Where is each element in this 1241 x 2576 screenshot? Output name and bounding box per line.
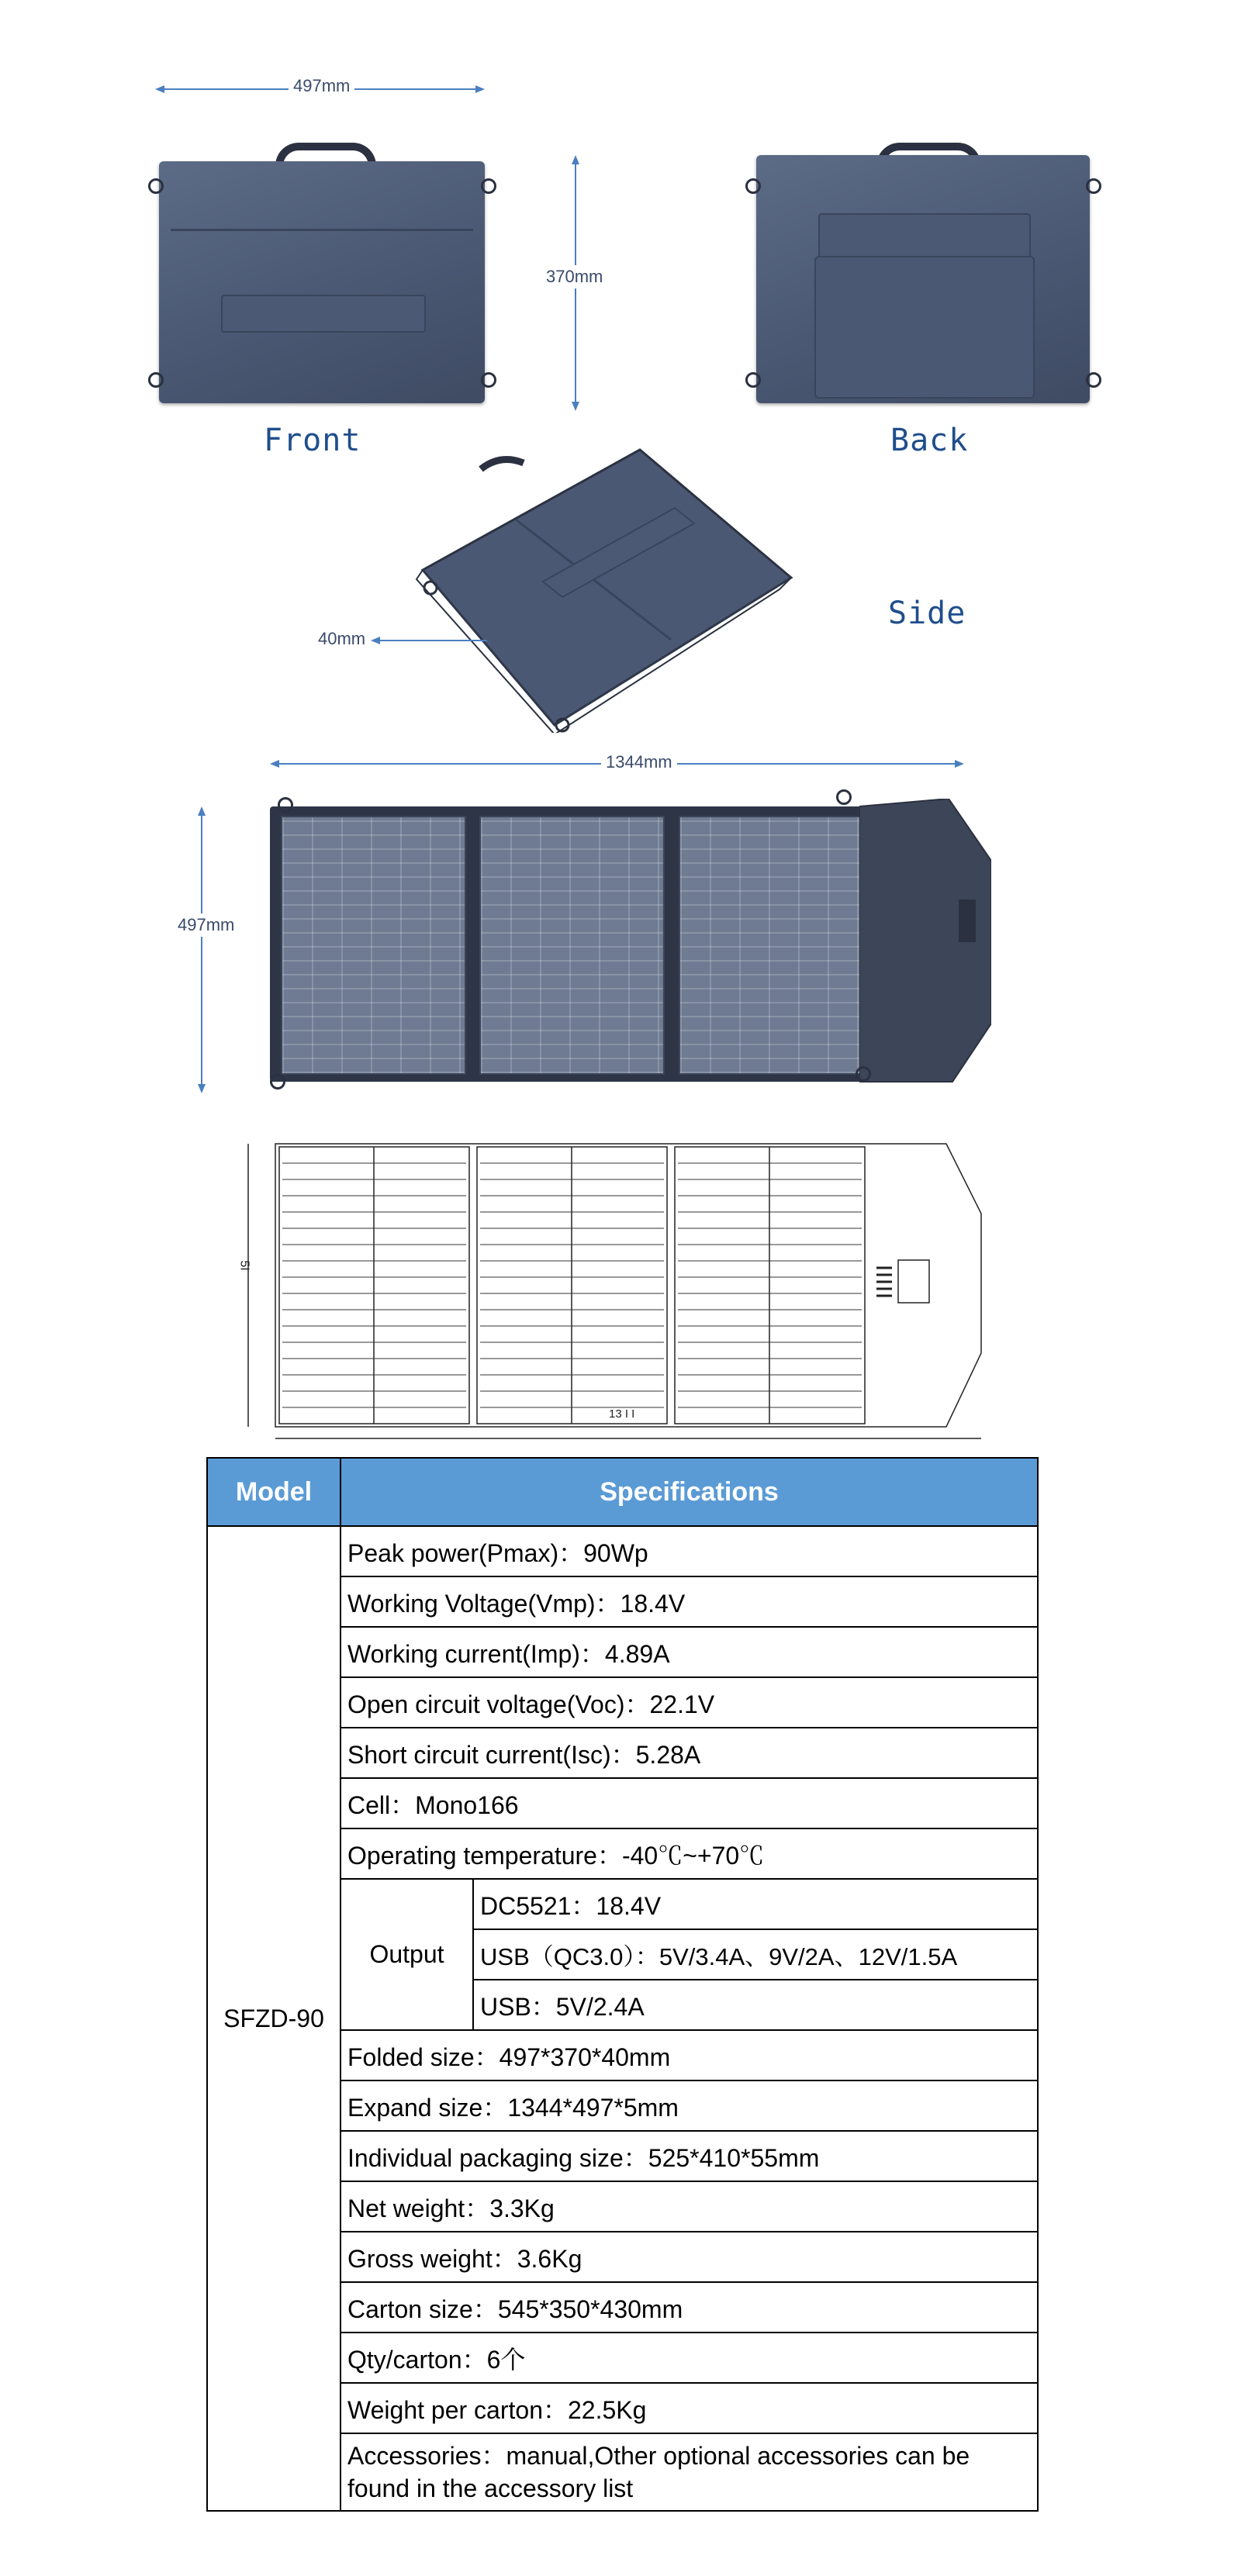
spec-weight-per-carton: Weight per carton：22.5Kg <box>340 2383 1038 2433</box>
expanded-height-label: 497mm <box>175 913 237 937</box>
front-view-label: Front <box>264 423 361 458</box>
expanded-width-label: 1344mm <box>601 752 677 772</box>
header-model: Model <box>207 1458 340 1526</box>
spec-accessories: Accessories：manual,Other optional accessories can be found in the accessory list <box>340 2433 1038 2511</box>
spec-working-current: Working current(Imp)：4.89A <box>340 1627 1038 1677</box>
front-view-bag <box>159 147 485 403</box>
spec-gross-weight: Gross weight：3.6Kg <box>340 2232 1038 2282</box>
spec-net-weight: Net weight：3.3Kg <box>340 2181 1038 2232</box>
back-view-bag <box>756 147 1090 403</box>
spec-short-circuit-current: Short circuit current(Isc)：5.28A <box>340 1728 1038 1778</box>
model-value: SFZD-90 <box>207 1526 340 2511</box>
dimension-arrow-thickness <box>371 633 487 648</box>
spec-qty-carton: Qty/carton：6个 <box>340 2333 1038 2383</box>
spec-open-circuit-voltage: Open circuit voltage(Voc)：22.1V <box>340 1677 1038 1728</box>
spec-packaging-size: Individual packaging size：525*410*55mm <box>340 2131 1038 2181</box>
spec-peak-power: Peak power(Pmax)：90Wp <box>340 1526 1038 1576</box>
drawing-height-mark: 5I <box>237 1260 251 1271</box>
spec-operating-temperature: Operating temperature：-40℃~+70℃ <box>340 1828 1038 1879</box>
folded-width-label: 497mm <box>289 76 354 96</box>
spec-working-voltage: Working Voltage(Vmp)：18.4V <box>340 1576 1038 1627</box>
folded-height-label: 370mm <box>543 265 606 288</box>
drawing-width-mark: 13 I I <box>609 1407 635 1421</box>
spec-output-usb: USB：5V/2.4A <box>473 1980 1038 2030</box>
spec-output-dc: DC5521：18.4V <box>473 1879 1038 1929</box>
spec-folded-size: Folded size：497*370*40mm <box>340 2030 1038 2080</box>
spec-carton-size: Carton size：545*350*430mm <box>340 2282 1038 2333</box>
technical-drawing <box>237 1136 993 1446</box>
expanded-solar-panel <box>270 799 991 1086</box>
spec-output-usb-qc: USB（QC3.0）：5V/3.4A、9V/2A、12V/1.5A <box>473 1929 1038 1980</box>
dimension-arrow-expanded-height <box>190 806 213 1093</box>
spec-cell: Cell：Mono166 <box>340 1778 1038 1828</box>
back-view-label: Back <box>890 423 969 458</box>
thickness-label: 40mm <box>318 629 366 648</box>
header-specifications: Specifications <box>340 1458 1038 1526</box>
specifications-table <box>206 1457 1039 2512</box>
output-label: Output <box>340 1879 473 2030</box>
side-view-label: Side <box>888 596 966 631</box>
side-view-bag <box>407 446 795 733</box>
spec-expand-size: Expand size：1344*497*5mm <box>340 2080 1038 2131</box>
